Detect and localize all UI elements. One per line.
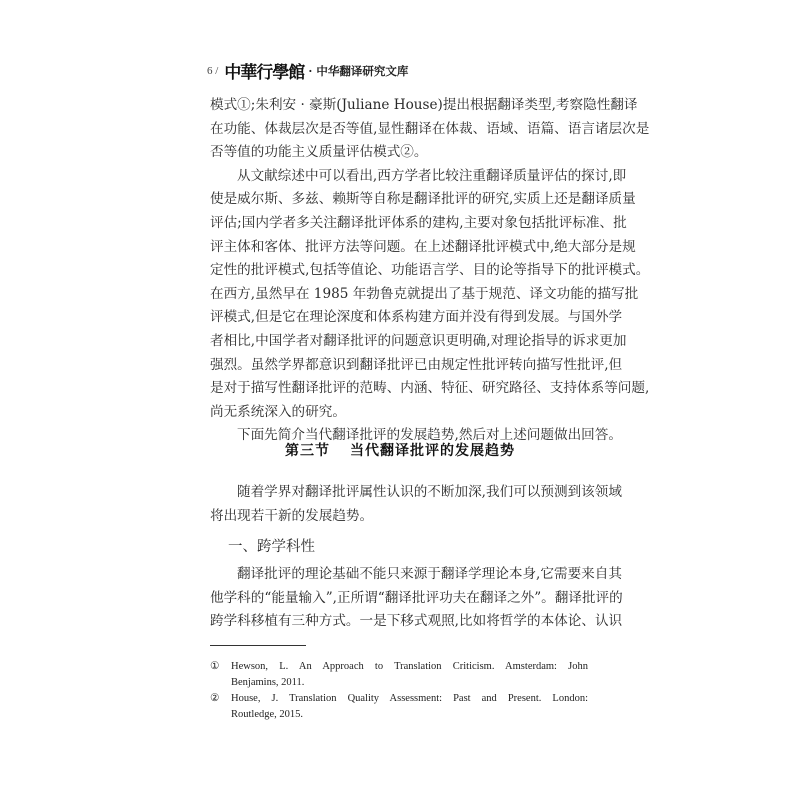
text-line: 在功能、体裁层次是否等值,显性翻译在体裁、语域、语篇、语言诸层次是	[210, 120, 650, 137]
footnote-2	[210, 691, 588, 723]
footnote-mark: ①	[210, 661, 220, 672]
text-line: 从文献综述中可以看出,西方学者比较注重翻译质量评估的探讨,即	[237, 167, 627, 184]
footnote-mark: ②	[210, 693, 220, 704]
body-text-top	[210, 94, 650, 448]
text-line: 使是威尔斯、多兹、赖斯等自称是翻译批评的研究,实质上还是翻译质量	[210, 191, 636, 208]
text-line: 随着学界对翻译批评属性认识的不断加深,我们可以预测到该领域	[237, 484, 622, 500]
text-line: 是对于描写性翻译批评的范畴、内涵、特征、研究路径、支持体系等问题,	[210, 380, 650, 397]
section-title: 当代翻译批评的发展趋势	[350, 443, 515, 459]
footnote-divider	[210, 645, 306, 646]
footnote-text: Benjamins, 2011.	[231, 677, 305, 688]
text-line: 定性的批评模式,包括等值论、功能语言学、目的论等指导下的批评模式。	[210, 262, 650, 279]
text-line: 评估;国内学者多关注翻译批评体系的建构,主要对象包括批评标准、批	[210, 214, 627, 231]
page-number: 6 /	[207, 64, 219, 77]
footnote-1	[210, 659, 588, 691]
text-line: 翻译批评的理论基础不能只来源于翻译学理论本身,它需要来自其	[237, 566, 622, 583]
text-line: 强烈。虽然学界都意识到翻译批评已由规定性批评转向描写性批评,但	[210, 356, 623, 373]
section-number: 第三节	[285, 443, 330, 459]
text-line: 模式①;朱利安 · 豪斯(Juliane House)提出根据翻译类型,考察隐性翻译	[210, 97, 638, 113]
text-line: 尚无系统深入的研究。	[210, 403, 346, 420]
text-line: 否等值的功能主义质量评估模式②。	[210, 144, 428, 161]
text-line: 者相比,中国学者对翻译批评的问题意识更明确,对理论指导的诉求更加	[210, 332, 627, 349]
section-heading	[0, 440, 800, 460]
text-line: 下面先简介当代翻译批评的发展趋势,然后对上述问题做出回答。	[237, 427, 622, 444]
footnote-text: House, J. Translation Quality Assessment: Past and Present. London:	[231, 693, 588, 704]
publisher-logo: 中華行學館	[224, 63, 305, 83]
footnote-text: Hewson, L. An Approach to Translation Criticism. Amsterdam: John	[231, 661, 588, 672]
running-header	[207, 58, 408, 83]
text-line: 在西方,虽然早在 1985 年勃鲁克就提出了基于规范、译文功能的描写批	[210, 285, 639, 302]
series-title: · 中华翻译研究文库	[308, 63, 409, 78]
text-line: 将出现若干新的发展趋势。	[210, 507, 374, 524]
text-line: 评主体和客体、批评方法等问题。在上述翻译批评模式中,绝大部分是规	[210, 238, 636, 255]
footnote-text: Routledge, 2015.	[231, 709, 304, 720]
text-line: 评模式,但是它在理论深度和体系构建方面并没有得到发展。与国外学	[210, 309, 623, 326]
body-text-bottom	[210, 481, 623, 634]
subheading: 一、跨学科性	[228, 539, 315, 556]
text-line: 他学科的“能量输入”,正所谓“翻译批评功夫在翻译之外”。翻译批评的	[210, 589, 623, 606]
text-line: 跨学科移植有三种方式。一是下移式观照,比如将哲学的本体论、认识	[210, 613, 623, 630]
